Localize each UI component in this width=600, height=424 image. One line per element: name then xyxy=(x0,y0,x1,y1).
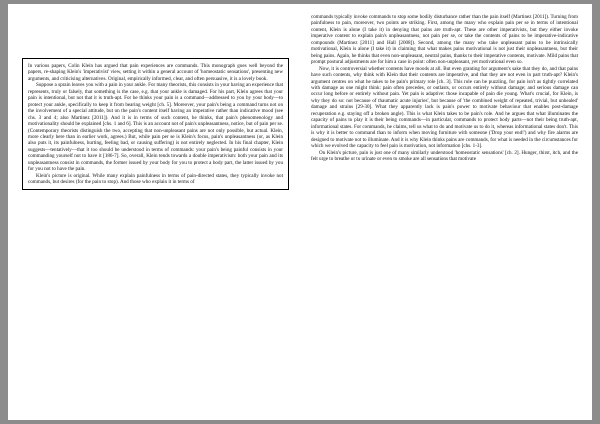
paragraph: Now, it is controversial whether contents have moods at all. But even granting for argument's sake that they do, and that pains have such contents, why think with Klein that their contents are imperative, and that they are not even in part truth-apt? Klein's argument centres on what he takes to be pain's primary role [ch. 3]. This role can be puzzling, for pain isn't as tightly correlated with damage as one might think: pain often precedes, or outlasts, or occurs entirely without damage; and serious damage can occur long before or entirely without pain. Yet pain is adaptive: those incapable of pain die young. What's crucial, for Klein, is why they do so: not because of thaumatic acute injuries', but because of 'the combined weight of repeated, trivial, but unhealed' damage and strains [29-30]. What they apparently lack is pain's power to motivate behaviour that enables post-damage recuperation e.g. staying off a broken angle). This is what Klein takes to be pain's role. And he argues that what illuminates the capacity of pains to play it is their being commands—in particular, commands to protect body parts—not their being truth-apt, informational states. For commands, he claims, tell us what to do and motivate us to do it, whereas informational states don't. This is why it is better to command than to inform when moving furniture with someone ('Drop your end!') and why fire alarms are designed to motivate not to illuminate. And it is why Klein thinks pains are commands, for what is needed in the circumstances for which we evolved the capacity to feel pain is motivation, not information [chs. 1-3]. xyxy=(311,65,578,150)
paragraph: Suppose a sprain leaves you with a pain in your ankle. For many theorists, this consists in your having an experience that represents, truly or falsely, that something is the case, e.g. that your ankle is damaged. For his part, Klein agrees that your pain is intentional, but not that it is truth-apt. For he thinks your pain is a command—addressed to you by your body—to protect your ankle, specifically to keep it from bearing weight [ch. 5]. Moreover, your pain's being a command turns not on the involvement of a special attitude, but on the pain's content itself having an imperative rather than indicative mood (see chs. 3 and 4; also Martinez [2011]). And it is in terms of such content, he thinks, that pain's phenomenology and motivationality should be explained [chs. 1 and 6]. This is an account not of pain's unpleasantness, notice, but of pain per se. (Contemporary theorists distinguish the two, accepting that non-unpleasant pains are not only possible, but actual. Klein, more clearly here than in earlier work, agrees.) But, while pain per se is Klein's focus, pain's unpleasantness (or, as Klein also puts it, its painfulness, hurting, feeling bad, or causing suffering) is not entirely neglected. In his final chapter, Klein suggests—tentatively—that it too should be understood in terms of commands: your pain's being painful consists in your commanding yourself not to have it [186-7]. So, overall, Klein tends towards a double imperativism: both your pain and its unpleasantness consist in commands, the former issued by your body for you to protect a body part, the latter issued by you for you not to have the pain. xyxy=(28,82,283,173)
paragraph: commands typically invoke commands to stop some bodily disturbance rather than the pain itself (Martinez [2011]). Turning from painfulness to pain, moreover, two points are striking. First, among the many who explain pain per se in terms of intentional content, Klein is alone (I take it) in denying that pains are truth-apt. These are other imperativists, but they either invoke imperative content to explain pain's unpleasantness, not pain per se, or take the contents of pains to be imperative-indicative compounds (Martinez [2011] and Hall [2008]). Second, among the many who take unpleasant pains to be intrinsically motivational, Klein is alone (I take it) in claiming that what makes pains motivational is not just their unpleasantness, but their being pains. Again, he thinks that even non-unpleasant, neutral pains, thanks to their imperative contents, motivate. Mild pains that prompt postural adjustments are for him a case in point: often non-unpleasant, yet motivational even so. xyxy=(311,14,578,66)
right-column xyxy=(300,14,578,410)
paragraph: On Klein's picture, pain is just one of many similarly understood 'homeostatic sensations' [ch. 2]. Hunger, thirst, itch, and the felt urge to breathe or to urinate or even to smoke are all sensations that motivate xyxy=(311,149,578,162)
paragraph: In various papers, Colin Klein has argued that pain experiences are commands. This monograph goes well beyond the papers, re-shaping Klein's 'imperativist' view, setting it within a general account of 'homeostatic sensations', presenting new arguments, and criticising alternatives. Original, empirically informed, clear, and often persuasive, it is a lovely book. xyxy=(28,63,283,82)
paragraph: Klein's picture is original. While many explain painfulness in terms of pain-directed states, they typically invoke not commands, but desires (for the pain to stop). And those who explain it in terms of xyxy=(28,172,283,186)
paper-sheet xyxy=(8,4,592,420)
left-column xyxy=(22,14,300,410)
left-column-textbox xyxy=(22,58,289,190)
